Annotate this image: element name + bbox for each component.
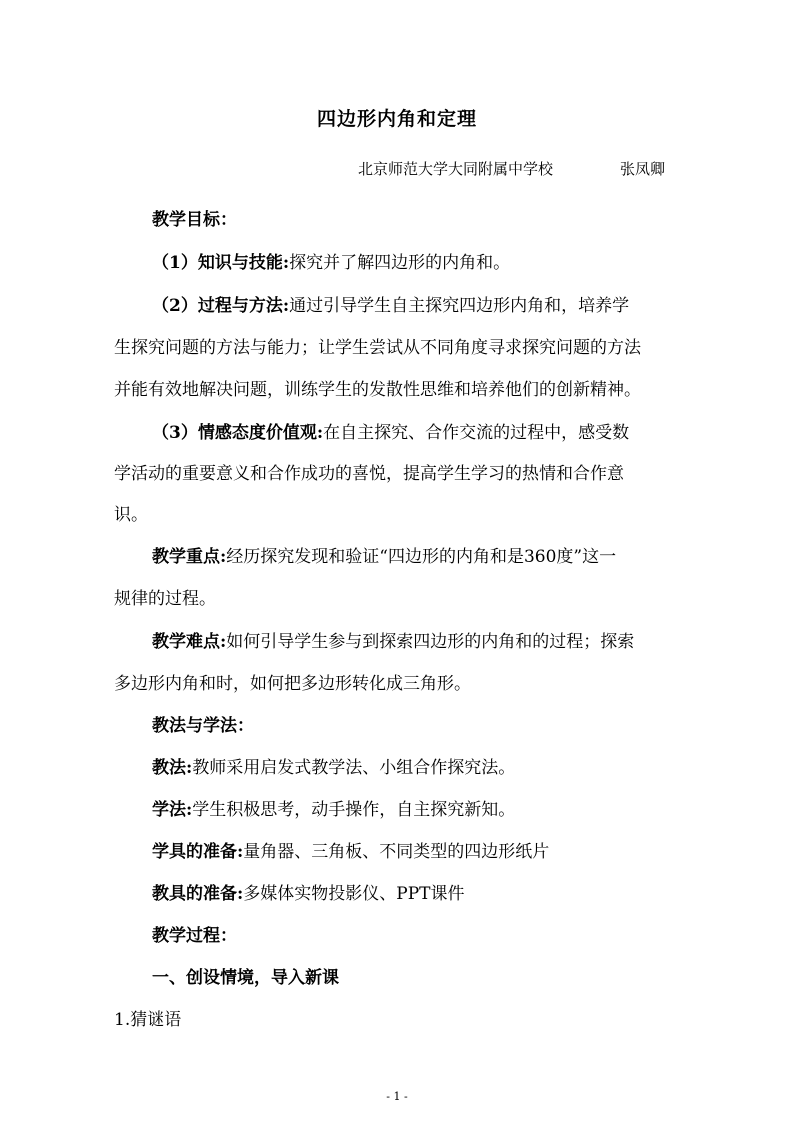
page-number: - 1 -	[386, 1090, 408, 1103]
section-1-heading: 一、创设情境，导入新课	[152, 968, 339, 988]
difficulty-line-1: 教学难点:如何引导学生参与到探索四边形的内角和的过程；探索	[152, 632, 635, 652]
teacher-tools: 教具的准备:多媒体实物投影仪、PPT课件	[152, 884, 465, 904]
goal-3-line-2: 学活动的重要意义和合作成功的喜悦，提高学生学习的热情和合作意	[114, 464, 624, 484]
goals-heading: 教学目标：	[152, 210, 237, 230]
goal-3-line-3: 识。	[114, 505, 148, 525]
document-title: 四边形内角和定理	[316, 108, 477, 130]
process-heading: 教学过程：	[152, 926, 237, 946]
difficulty-line-2: 多边形内角和时，如何把多边形转化成三角形。	[114, 674, 471, 694]
goal-3-line-1: （3）情感态度价值观:在自主探究、合作交流的过程中，感受数	[152, 423, 630, 443]
key-point-line-2: 规律的过程。	[114, 589, 216, 609]
author-school: 北京师范大学大同附属中学校	[358, 160, 554, 178]
item-1: 1.猜谜语	[114, 1010, 182, 1030]
key-point-line-1: 教学重点:经历探究发现和验证“四边形的内角和是360度”这一	[152, 547, 617, 567]
goal-2-line-1: （2）过程与方法:通过引导学生自主探究四边形内角和，培养学	[152, 296, 630, 316]
author-name: 张凤卿	[620, 160, 666, 178]
goal-1: （1）知识与技能:探究并了解四边形的内角和。	[152, 253, 511, 273]
teaching-method: 教法:教师采用启发式教学法、小组合作探究法。	[152, 758, 516, 778]
learning-method: 学法:学生积极思考，动手操作，自主探究新知。	[152, 800, 516, 820]
goal-2-line-2: 生探究问题的方法与能力；让学生尝试从不同角度寻求探究问题的方法	[114, 338, 641, 358]
student-tools: 学具的准备:量角器、三角板、不同类型的四边形纸片	[152, 842, 550, 862]
goal-2-line-3: 并能有效地解决问题，训练学生的发散性思维和培养他们的创新精神。	[114, 380, 641, 400]
methods-heading: 教法与学法：	[152, 716, 254, 736]
